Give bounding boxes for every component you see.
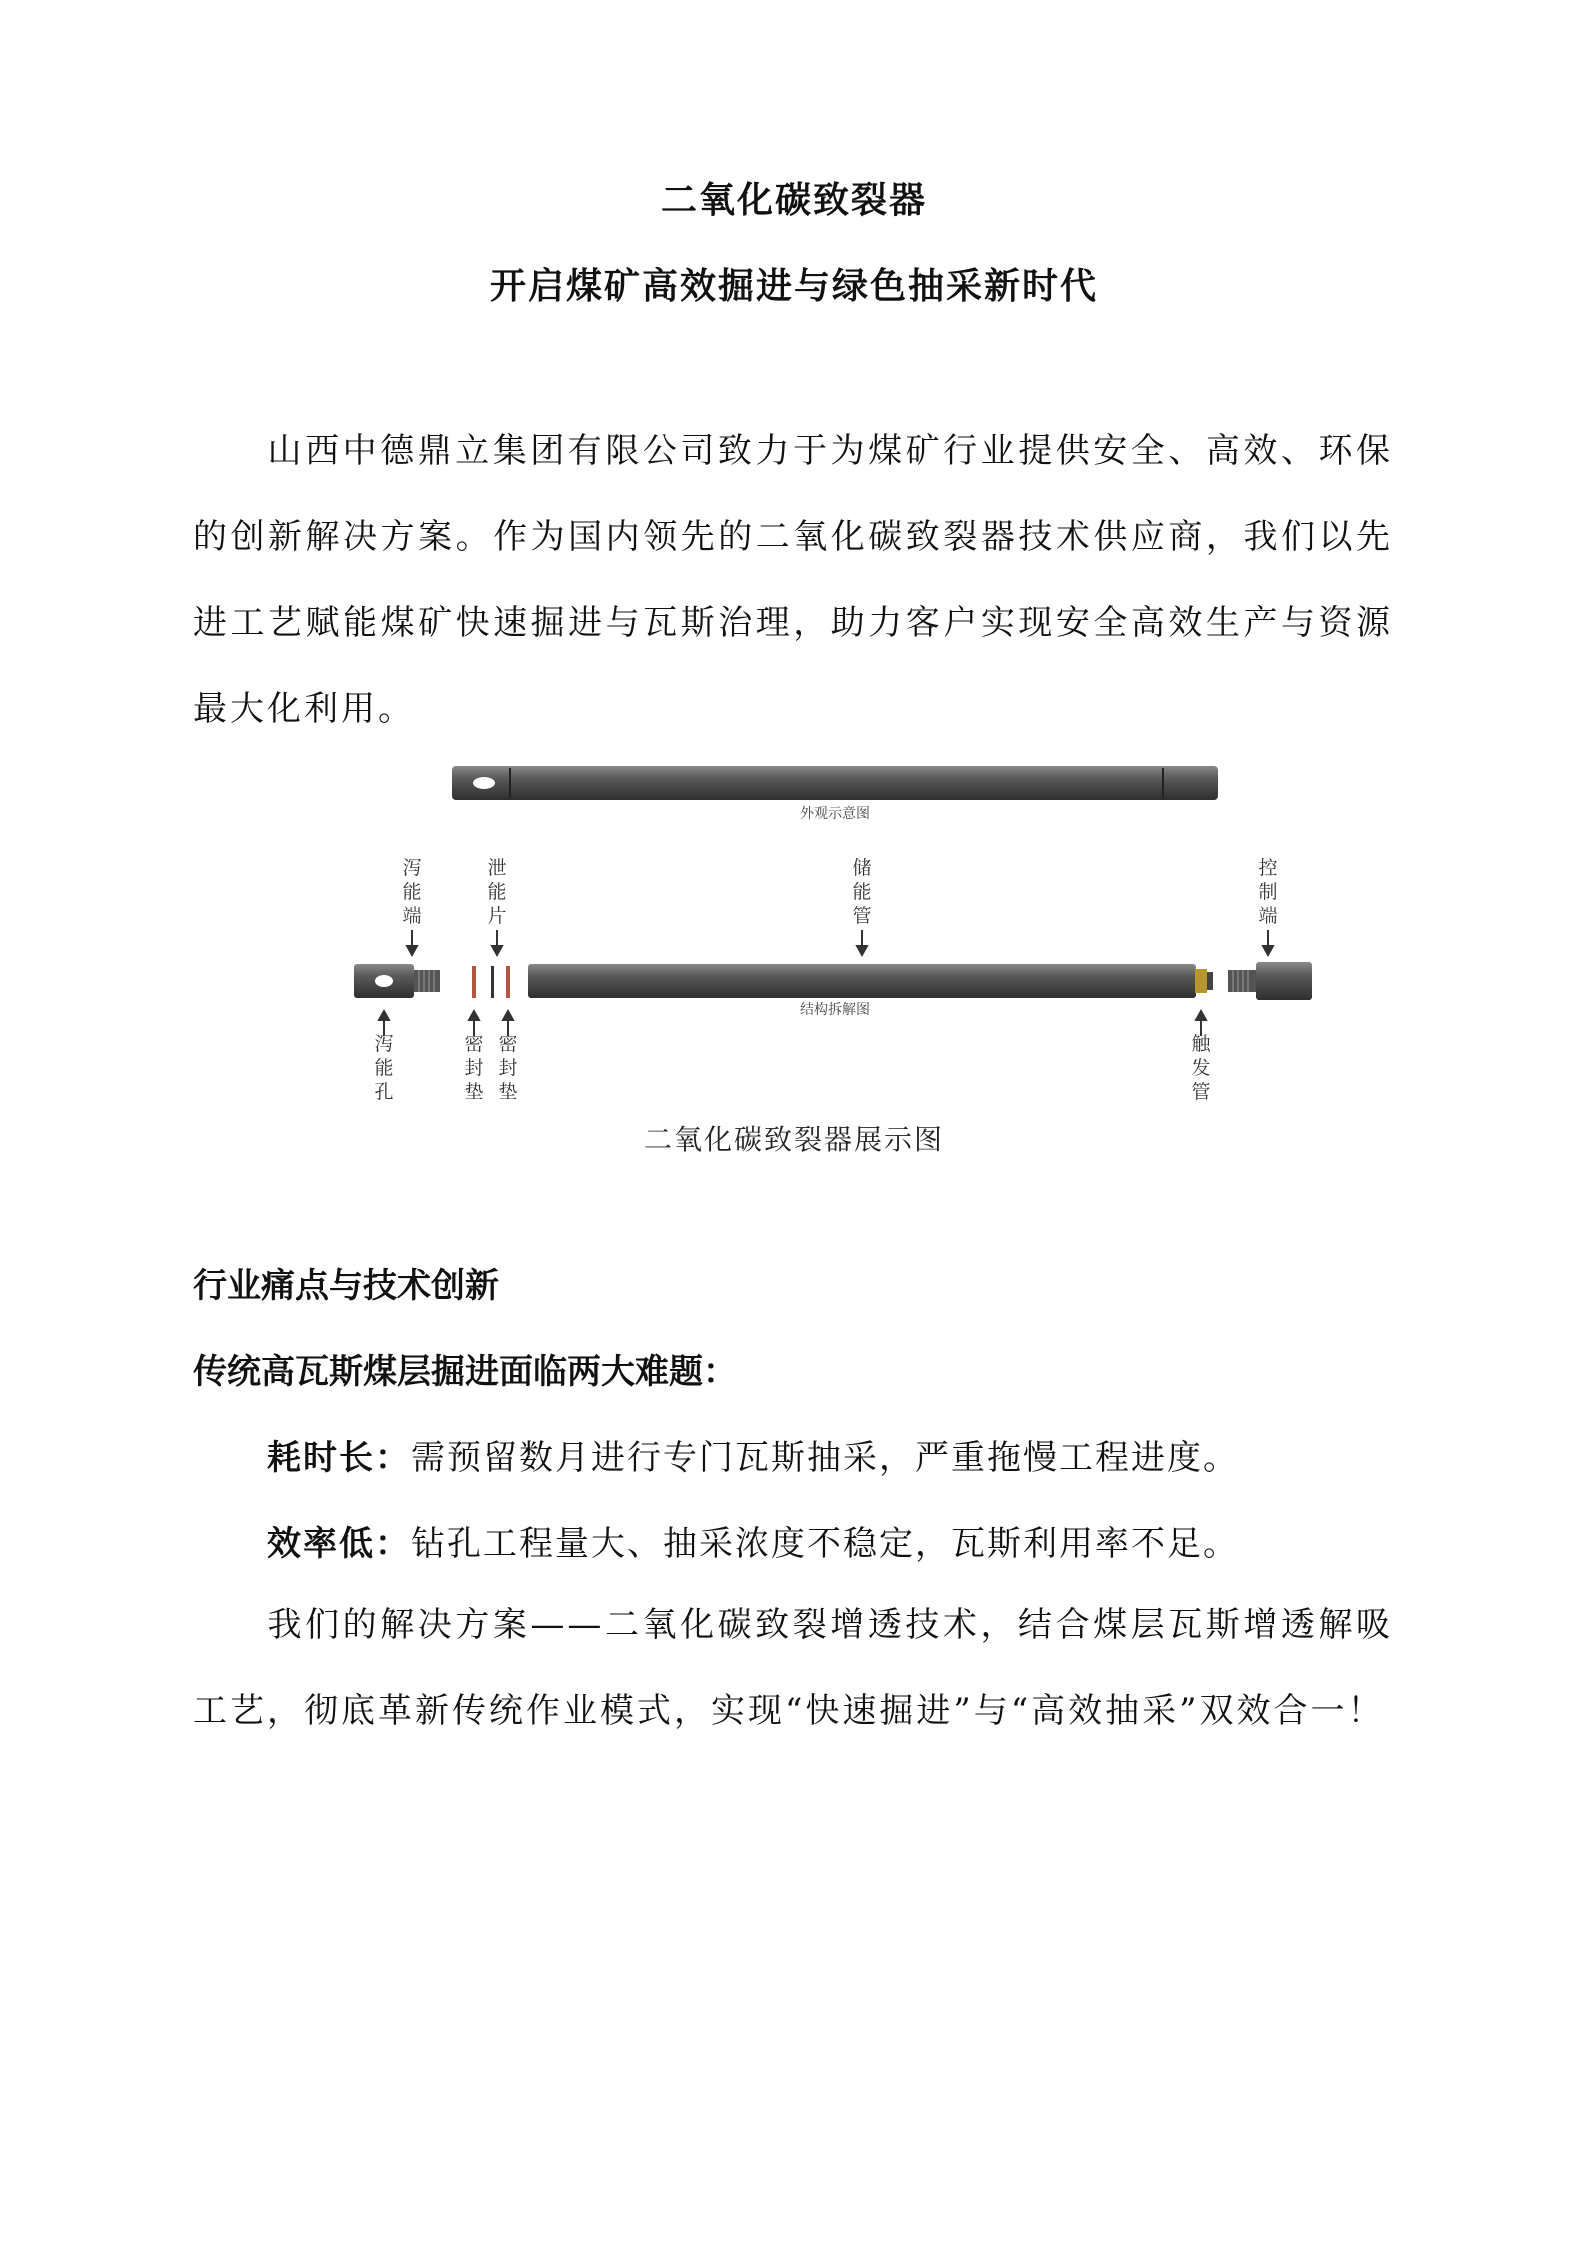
seal-gasket-1 xyxy=(472,966,476,998)
control-end-part xyxy=(1256,962,1312,1000)
svg-text:储能管: 储能管 xyxy=(852,857,872,927)
title-line-2: 开启煤矿高效掘进与绿色抽采新时代 xyxy=(489,266,1098,307)
exterior-tube xyxy=(452,766,1218,800)
section-heading: 行业痛点与技术创新 xyxy=(193,1266,499,1306)
label-storage-tube xyxy=(852,857,871,927)
exploded-caption: 结构拆解图 xyxy=(800,1002,870,1018)
svg-text:触发管: 触发管 xyxy=(1191,1033,1211,1103)
figure-caption: 二氧化碳致裂器展示图 xyxy=(643,1123,944,1156)
svg-text:控制端: 控制端 xyxy=(1258,857,1278,927)
svg-text:泻能孔: 泻能孔 xyxy=(374,1033,394,1103)
label-seal-gasket-2 xyxy=(498,1033,517,1103)
trigger-tube xyxy=(1195,969,1207,993)
svg-text:密封垫: 密封垫 xyxy=(464,1033,484,1103)
sub-heading: 传统高瓦斯煤层掘进面临两大难题： xyxy=(193,1352,737,1392)
release-plate xyxy=(491,966,494,998)
exterior-vent-hole xyxy=(473,777,495,789)
problem-label-1: 耗时长： xyxy=(267,1438,411,1478)
svg-text:泄能片: 泄能片 xyxy=(487,857,507,927)
label-vent-hole xyxy=(374,1033,393,1103)
problem-item-1 xyxy=(267,1430,1239,1479)
problem-text-1: 需预留数月进行专门瓦斯抽采，严重拖慢工程进度。 xyxy=(411,1438,1239,1478)
solution-text: 我们的解决方案——二氧化碳致裂增透技术，结合煤层瓦斯增透解吸工艺，彻底革新传统作业模式，实现“快速掘进”与“高效抽采”双效合一！ xyxy=(193,1605,1393,1731)
svg-text:泻能端: 泻能端 xyxy=(402,857,422,927)
product-figure xyxy=(340,750,1320,1110)
label-release-plate xyxy=(487,857,506,927)
label-vent-end xyxy=(402,857,421,927)
seal-gasket-2 xyxy=(506,966,510,998)
problem-text-2: 钻孔工程量大、抽采浓度不稳定，瓦斯利用率不足。 xyxy=(411,1524,1239,1564)
intro-paragraph xyxy=(193,408,1393,752)
svg-text:密封垫: 密封垫 xyxy=(498,1033,518,1103)
label-control-end xyxy=(1258,857,1277,927)
problem-label-2: 效率低： xyxy=(267,1524,411,1564)
storage-tube-part xyxy=(528,964,1196,998)
label-seal-gasket-1 xyxy=(464,1033,483,1103)
exterior-caption: 外观示意图 xyxy=(800,806,870,822)
problem-item-2 xyxy=(267,1516,1239,1565)
intro-text: 山西中德鼎立集团有限公司致力于为煤矿行业提供安全、高效、环保的创新解决方案。作为国内领先的二氧化碳致裂器技术供应商，我们以先进工艺赋能煤矿快速掘进与瓦斯治理，助力客户实现安全高效生产与资源最大化利用。 xyxy=(193,431,1393,729)
title-line-1: 二氧化碳致裂器 xyxy=(660,180,927,221)
label-trigger-tube xyxy=(1191,1033,1211,1103)
solution-paragraph xyxy=(193,1582,1393,1754)
co2-cracker-diagram xyxy=(340,750,1320,1110)
